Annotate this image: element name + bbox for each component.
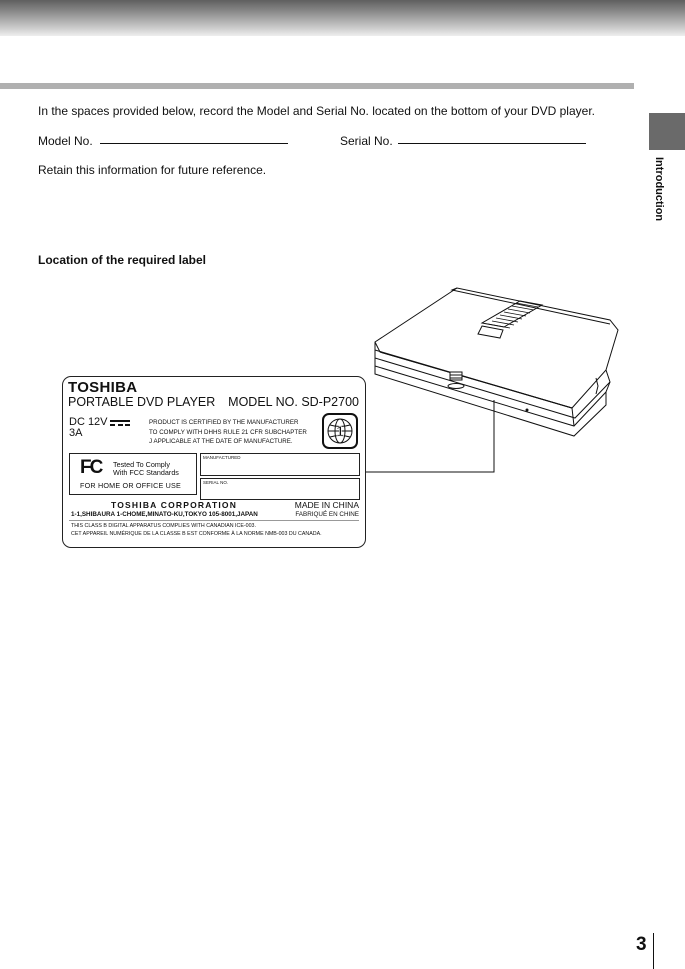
page-number-rule — [653, 933, 654, 969]
retain-text: Retain this information for future reference. — [38, 163, 267, 177]
manufactured-caption: MANUFACTURED — [203, 455, 241, 460]
label-fabrique: FABRIQUÉ EN CHINE — [295, 511, 359, 518]
label-certification-text: PRODUCT IS CERTIFIED BY THE MANUFACTURER TO COMPLY WITH DHHS RULE 21 CFR SUBCHAPTER J APPLICABLE AT THE DATE OF MANUFACTURE. — [149, 419, 307, 445]
location-heading: Location of the required label — [38, 253, 207, 267]
label-brand: TOSHIBA — [68, 379, 138, 396]
section-side-label: Introduction — [653, 157, 665, 222]
fcc-compliance-box — [69, 453, 197, 495]
section-rule-bar — [0, 83, 634, 89]
region-globe-icon — [322, 413, 358, 449]
label-canada-en: THIS CLASS B DIGITAL APPARATUS COMPLIES WITH CANADIAN ICE-003. — [71, 523, 256, 529]
label-product-name: PORTABLE DVD PLAYER — [68, 395, 216, 409]
dc-current: 3A — [69, 427, 83, 439]
label-divider — [69, 520, 359, 521]
label-model-number: MODEL NO. SD-P2700 — [228, 395, 359, 409]
label-corporation: TOSHIBA CORPORATION — [111, 500, 238, 510]
label-made-in: MADE IN CHINA — [294, 500, 359, 510]
section-side-tab — [649, 113, 685, 150]
serial-caption: SERIAL NO. — [203, 480, 229, 485]
fcc-home-office-text: FOR HOME OR OFFICE USE — [80, 481, 182, 490]
serial-field-box — [200, 478, 360, 500]
serial-no-label: Serial No. — [340, 134, 393, 148]
header-gradient-band — [0, 0, 685, 36]
fcc-tested-text: Tested To Comply With FCC Standards — [113, 460, 179, 477]
model-no-label: Model No. — [38, 134, 93, 148]
svg-text:1: 1 — [336, 423, 344, 439]
rating-label — [62, 376, 366, 548]
dvd-player-illustration — [360, 280, 630, 480]
label-canada-fr: CET APPAREIL NUMÉRIQUE DE LA CLASSE B EST CONFORME À LA NORME NMB-003 DU CANADA. — [71, 531, 322, 537]
serial-no-blank-line — [398, 143, 586, 144]
page-number: 3 — [636, 934, 647, 955]
dc-symbol-icon — [110, 420, 130, 426]
dc-voltage: DC 12V — [69, 416, 108, 428]
intro-text: In the spaces provided below, record the Model and Serial No. located on the bottom of your DVD player. — [38, 104, 595, 118]
model-no-blank-line — [100, 143, 288, 144]
label-address: 1-1,SHIBAURA 1-CHOME,MINATO-KU,TOKYO 105-8001,JAPAN — [71, 511, 258, 518]
manufactured-field-box — [200, 453, 360, 476]
fcc-logo-icon: FC — [80, 457, 102, 478]
label-dc-rating — [69, 417, 108, 439]
